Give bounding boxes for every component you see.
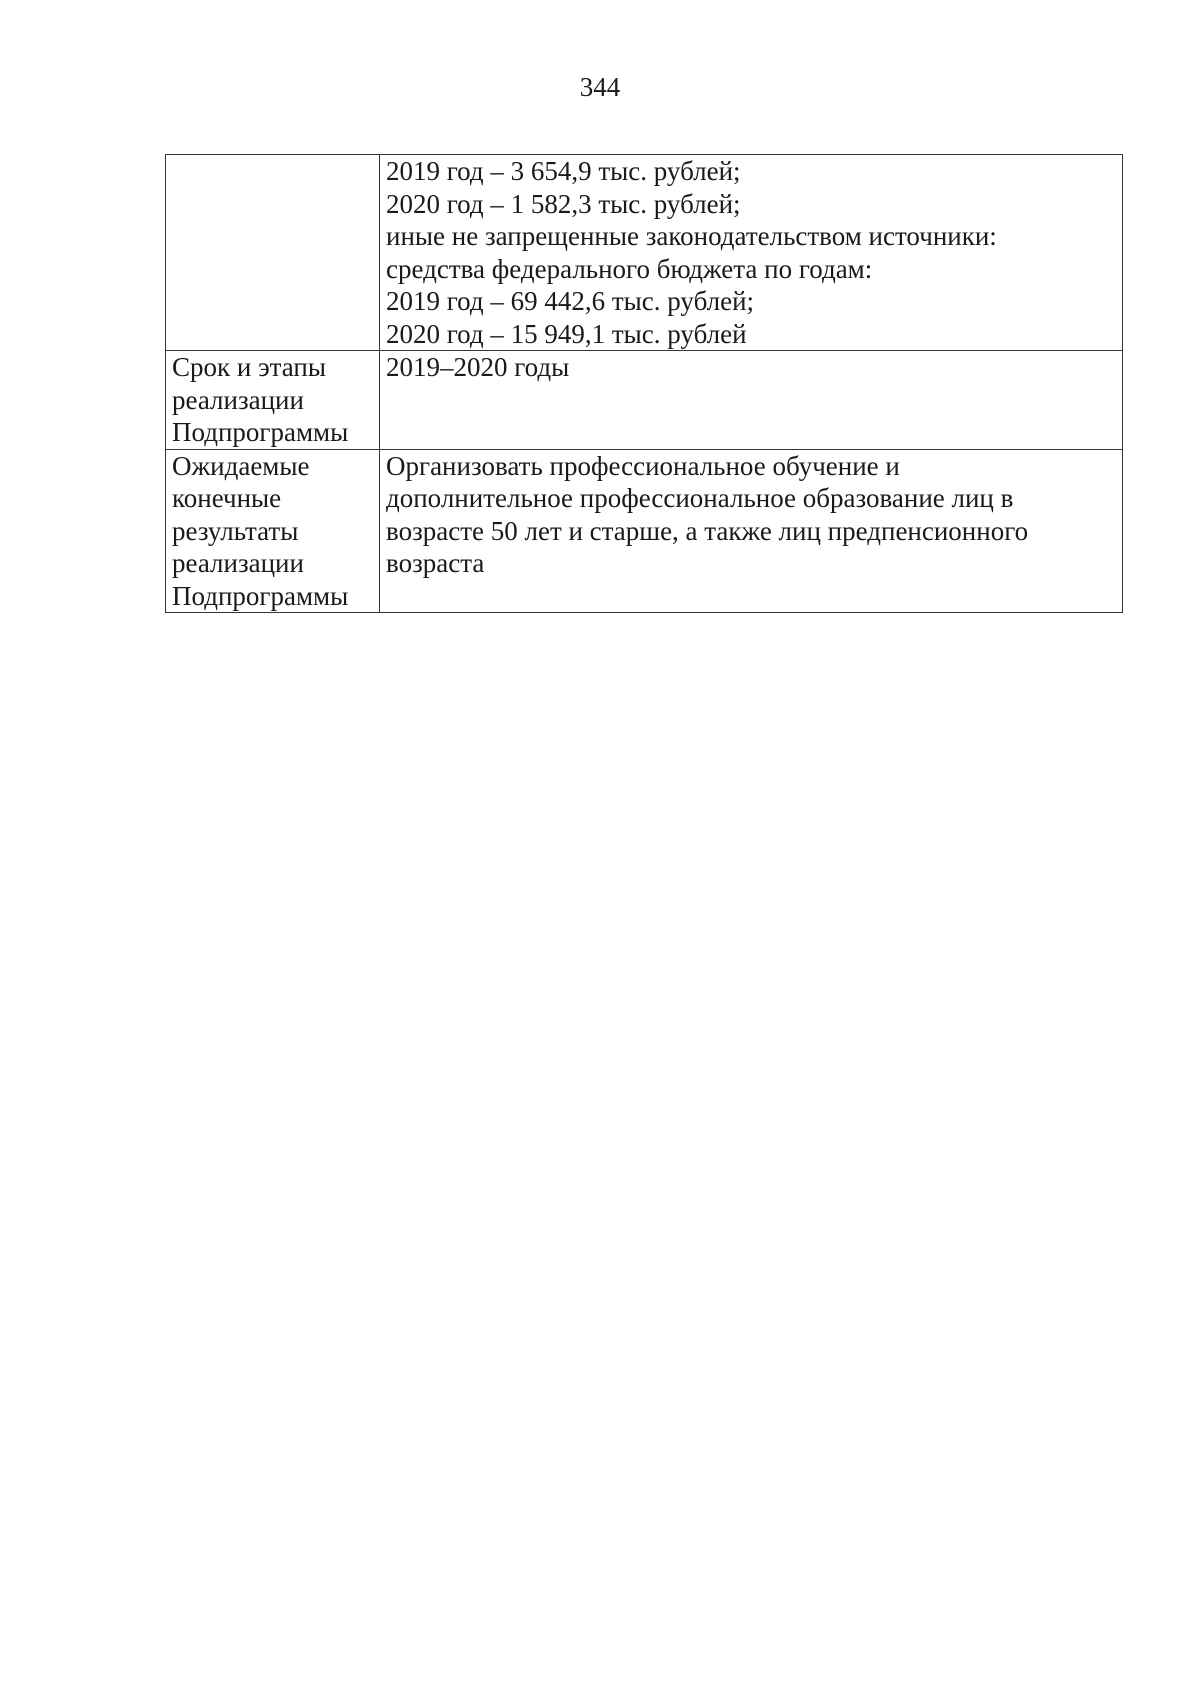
results-value-line: возрасте 50 лет и старше, а также лиц предпенсионного bbox=[386, 515, 1029, 546]
results-value-line: дополнительное профессиональное образование лиц в bbox=[386, 483, 1014, 513]
financing-line: 2019 год – 69 442,6 тыс. рублей; bbox=[386, 286, 755, 316]
financing-line: 2020 год – 15 949,1 тыс. рублей bbox=[386, 318, 747, 349]
results-label-line: реализации bbox=[172, 548, 304, 578]
results-value-line: возраста bbox=[386, 548, 485, 578]
results-label-line: Подпрограммы bbox=[172, 580, 349, 611]
results-value-line: Организовать профессиональное обучение и bbox=[386, 450, 900, 481]
table-row bbox=[166, 155, 1123, 351]
term-label-line: Срок и этапы bbox=[172, 352, 327, 382]
table-cell-results-label bbox=[166, 449, 380, 613]
subprogram-passport-table bbox=[165, 154, 1123, 613]
table-cell-term-label bbox=[166, 351, 380, 450]
table-row bbox=[166, 351, 1123, 450]
financing-line: 2019 год – 3 654,9 тыс. рублей; bbox=[386, 156, 741, 186]
table-cell-results-value bbox=[380, 449, 1123, 613]
results-label-line: результаты bbox=[172, 515, 299, 546]
term-value-line: 2019–2020 годы bbox=[386, 352, 570, 382]
results-label-line: Ожидаемые bbox=[172, 450, 310, 481]
results-label-line: конечные bbox=[172, 483, 282, 513]
table-row bbox=[166, 449, 1123, 613]
financing-line: 2020 год – 1 582,3 тыс. рублей; bbox=[386, 188, 741, 219]
financing-line: средства федерального бюджета по годам: bbox=[386, 253, 873, 284]
table-cell-term-value bbox=[380, 351, 1123, 450]
financing-line: иные не запрещенные законодательством источники: bbox=[386, 221, 997, 251]
table-cell-label-empty bbox=[166, 155, 380, 351]
term-label-line: Подпрограммы bbox=[172, 417, 349, 447]
page-number: 344 bbox=[579, 72, 621, 102]
table-cell-financing-value bbox=[380, 155, 1123, 351]
term-label-line: реализации bbox=[172, 384, 304, 415]
